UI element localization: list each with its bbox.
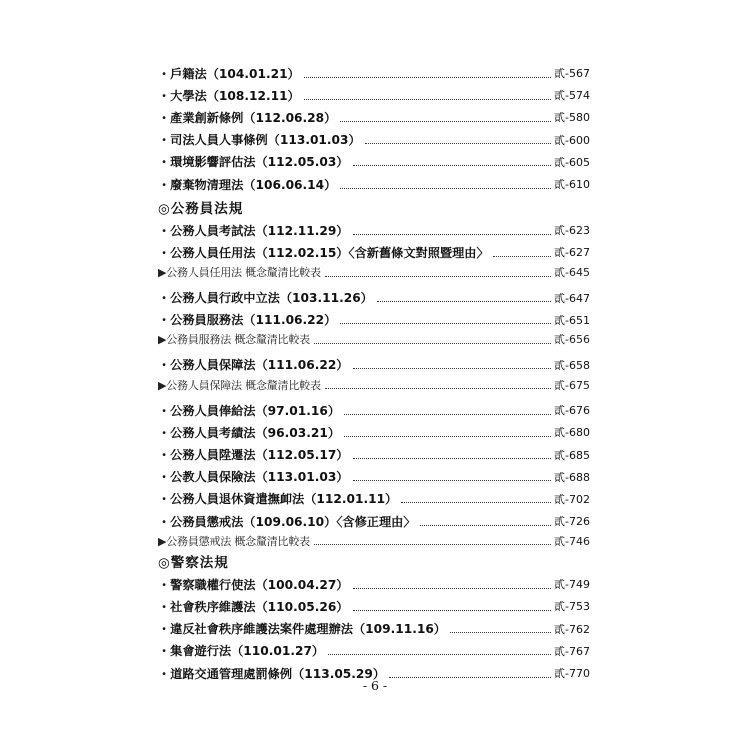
entry-page: 貳-685 bbox=[554, 448, 590, 462]
entry-page: 貳-746 bbox=[554, 534, 590, 548]
entry-title: ・公務人員陞遷法（112.05.17） bbox=[158, 448, 349, 463]
dot-leader bbox=[353, 234, 552, 235]
dot-leader bbox=[353, 588, 552, 589]
entry-page: 貳-651 bbox=[554, 313, 590, 327]
entry-title: ・廢棄物清理法（106.06.14） bbox=[158, 177, 337, 192]
dot-leader bbox=[450, 632, 551, 633]
entry-title: ・公務員服務法（111.06.22） bbox=[158, 313, 337, 328]
dot-leader bbox=[353, 165, 552, 166]
entry-title: ▶公務員懲戒法 概念釐清比較表 bbox=[158, 534, 310, 548]
entry-title: ▶公務人員保障法 概念釐清比較表 bbox=[158, 378, 321, 392]
dot-leader bbox=[353, 480, 552, 481]
entry-page: 貳-627 bbox=[554, 246, 590, 260]
dot-leader bbox=[353, 458, 552, 459]
toc-entry bbox=[158, 488, 590, 510]
dot-leader bbox=[420, 525, 552, 526]
dot-leader bbox=[377, 301, 551, 302]
toc-entry bbox=[158, 106, 590, 128]
entry-page: 貳-680 bbox=[554, 426, 590, 440]
entry-page: 貳-753 bbox=[554, 600, 590, 614]
entry-title: ・公務人員退休資遣撫卹法（112.01.11） bbox=[158, 492, 398, 507]
dot-leader bbox=[325, 388, 551, 389]
entry-title: ・公教人員保險法（113.01.03） bbox=[158, 470, 349, 485]
dot-leader bbox=[325, 276, 551, 277]
toc-entry bbox=[158, 595, 590, 617]
entry-title: ・司法人員人事條例（113.01.03） bbox=[158, 133, 361, 148]
entry-page: 貳-688 bbox=[554, 470, 590, 484]
dot-leader bbox=[365, 143, 551, 144]
toc-entry bbox=[158, 241, 590, 263]
toc-entry bbox=[158, 129, 590, 151]
entry-page: 貳-647 bbox=[554, 291, 590, 305]
entry-title: ・公務人員保障法（111.06.22） bbox=[158, 358, 349, 373]
entry-page: 貳-600 bbox=[554, 133, 590, 147]
toc-subentry bbox=[158, 376, 590, 393]
toc-subentry bbox=[158, 331, 590, 348]
toc-entry bbox=[158, 287, 590, 309]
dot-leader bbox=[401, 502, 551, 503]
entry-page: 貳-702 bbox=[554, 492, 590, 506]
toc-subentry bbox=[158, 264, 590, 281]
toc-entry bbox=[158, 399, 590, 421]
entry-page: 貳-762 bbox=[554, 622, 590, 636]
entry-title: ・警察職權行使法（100.04.27） bbox=[158, 577, 349, 592]
toc-entry bbox=[158, 573, 590, 595]
table-of-contents bbox=[158, 62, 590, 684]
toc-entry bbox=[158, 62, 590, 84]
entry-page: 貳-610 bbox=[554, 178, 590, 192]
section-heading: ◎警察法規 bbox=[158, 555, 229, 572]
entry-title: ・公務人員考績法（96.03.21） bbox=[158, 425, 341, 440]
entry-page: 貳-770 bbox=[554, 667, 590, 681]
entry-title: ・公務人員俸給法（97.01.16） bbox=[158, 403, 341, 418]
dot-leader bbox=[353, 368, 552, 369]
entry-page: 貳-580 bbox=[554, 111, 590, 125]
entry-page: 貳-656 bbox=[554, 333, 590, 347]
entry-title: ・道路交通管理處罰條例（113.05.29） bbox=[158, 666, 386, 681]
entry-title: ・環境影響評估法（112.05.03） bbox=[158, 155, 349, 170]
section-heading: ◎公務員法規 bbox=[158, 201, 244, 218]
entry-page: 貳-623 bbox=[554, 224, 590, 238]
dot-leader bbox=[304, 99, 551, 100]
dot-leader bbox=[314, 343, 551, 344]
entry-title: ・公務人員行政中立法（103.11.26） bbox=[158, 291, 373, 306]
entry-page: 貳-676 bbox=[554, 404, 590, 418]
toc-entry bbox=[158, 510, 590, 532]
toc-entry bbox=[158, 354, 590, 376]
dot-leader bbox=[304, 77, 551, 78]
dot-leader bbox=[344, 414, 551, 415]
dot-leader bbox=[353, 610, 552, 611]
entry-page: 貳-645 bbox=[554, 266, 590, 279]
entry-page: 貳-749 bbox=[554, 578, 590, 592]
entry-title: ・公務人員任用法（112.02.15）〈含新舊條文對照暨理由〉 bbox=[158, 245, 489, 260]
toc-entry bbox=[158, 84, 590, 106]
toc-entry bbox=[158, 173, 590, 195]
entry-title: ・大學法（108.12.11） bbox=[158, 88, 300, 103]
dot-leader bbox=[328, 654, 551, 655]
entry-title: ・產業創新條例（112.06.28） bbox=[158, 110, 337, 125]
dot-leader bbox=[340, 121, 551, 122]
entry-page: 貳-726 bbox=[554, 515, 590, 529]
dot-leader bbox=[340, 188, 551, 189]
entry-page: 貳-658 bbox=[554, 358, 590, 372]
entry-page: 貳-567 bbox=[554, 67, 590, 81]
entry-page: 貳-605 bbox=[554, 155, 590, 169]
entry-title: ▶公務員服務法 概念釐清比較表 bbox=[158, 333, 310, 347]
entry-page: 貳-675 bbox=[554, 378, 590, 392]
entry-title: ・社會秩序維護法（110.05.26） bbox=[158, 599, 349, 614]
entry-title: ▶公務人員任用法 概念釐清比較表 bbox=[158, 266, 321, 279]
toc-entry bbox=[158, 151, 590, 173]
entry-page: 貳-767 bbox=[554, 644, 590, 658]
entry-title: ・公務員懲戒法（109.06.10）〈含修正理由〉 bbox=[158, 514, 416, 529]
toc-entry bbox=[158, 219, 590, 241]
toc-entry bbox=[158, 309, 590, 331]
entry-title: ・違反社會秩序維護法案件處理辦法（109.11.16） bbox=[158, 622, 446, 637]
entry-page: 貳-574 bbox=[554, 89, 590, 103]
dot-leader bbox=[344, 436, 551, 437]
entry-title: ・戶籍法（104.01.21） bbox=[158, 66, 300, 81]
toc-entry bbox=[158, 640, 590, 662]
entry-title: ・公務人員考試法（112.11.29） bbox=[158, 223, 349, 238]
toc-entry bbox=[158, 443, 590, 465]
toc-entry bbox=[158, 421, 590, 443]
page-number: - 6 - bbox=[362, 678, 388, 693]
toc-entry bbox=[158, 618, 590, 640]
dot-leader bbox=[340, 323, 551, 324]
toc-entry bbox=[158, 466, 590, 488]
dot-leader bbox=[493, 256, 551, 257]
entry-title: ・集會遊行法（110.01.27） bbox=[158, 644, 325, 659]
dot-leader bbox=[314, 544, 551, 545]
toc-subentry bbox=[158, 532, 590, 549]
